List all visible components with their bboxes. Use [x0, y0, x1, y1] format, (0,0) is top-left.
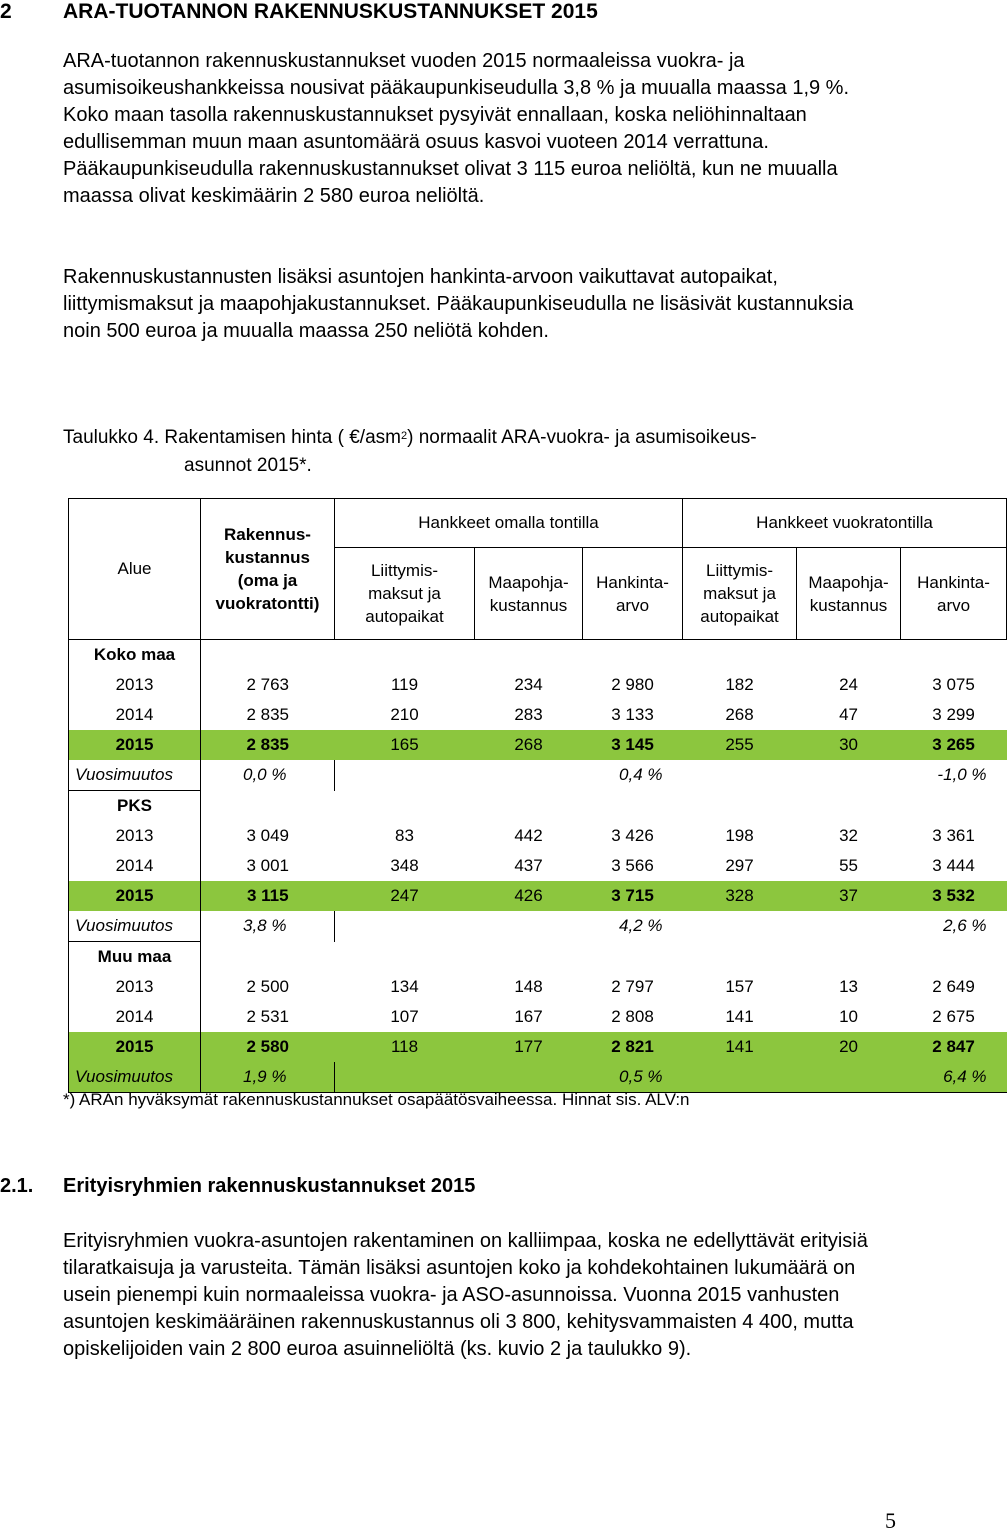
value-cell: 234: [514, 675, 543, 694]
value-cell: 2 649: [932, 977, 975, 996]
cost-table: [68, 498, 1007, 1093]
value-cell: 3 566: [611, 856, 654, 875]
value-cell: 24: [839, 675, 858, 694]
value-cell: 2 763: [246, 675, 290, 694]
table-row: [69, 851, 1007, 881]
value-cell: 348: [390, 856, 419, 875]
change-label: Vuosimuutos: [69, 760, 201, 791]
change-value: 2,6 %: [943, 916, 987, 936]
year-cell: 2013: [69, 972, 201, 1002]
value-cell: 2 797: [611, 977, 654, 996]
value-cell: 3 426: [611, 826, 654, 845]
change-value: 4,2 %: [619, 916, 663, 936]
region-name: Muu maa: [69, 942, 201, 973]
table-caption: Taulukko 4. Rakentamisen hinta ( €/asm$^2$) normaalit ARA-vuokra- ja asumisoikeus- asunnot 2015*.: [63, 427, 757, 476]
value-cell: 2 835: [246, 705, 290, 724]
change-value: 6,4 %: [901, 1062, 1007, 1093]
annual-change-row: [69, 911, 1007, 942]
value-cell: 2 847: [901, 1032, 1007, 1062]
table-row: [69, 821, 1007, 851]
value-cell: 2 675: [932, 1007, 975, 1026]
header-hankinta-1: Hankinta- arvo: [583, 548, 683, 640]
value-cell: 2 835: [201, 730, 335, 760]
value-cell: 3 075: [932, 675, 975, 694]
value-cell: 182: [725, 675, 754, 694]
value-cell: 426: [475, 881, 583, 911]
table-row: [69, 700, 1007, 730]
value-cell: 118: [335, 1032, 475, 1062]
value-cell: 134: [390, 977, 419, 996]
value-cell: 3 049: [246, 826, 290, 845]
heading-1-number: 2: [0, 0, 12, 23]
year-cell: 2014: [69, 1002, 201, 1032]
page-number: 5: [885, 1508, 896, 1533]
header-group-leased-plot: Hankkeet vuokratontilla: [683, 499, 1007, 548]
value-cell: 198: [725, 826, 754, 845]
value-cell: 3 133: [611, 705, 654, 724]
value-cell: 2 821: [583, 1032, 683, 1062]
region-row: [69, 640, 1007, 671]
year-cell: 2013: [69, 821, 201, 851]
region-name: Koko maa: [69, 640, 201, 671]
change-value: 1,9 %: [201, 1062, 335, 1093]
value-cell: 3 361: [932, 826, 975, 845]
value-cell: 255: [683, 730, 797, 760]
header-liittymismaksut-1: Liittymis- maksut ja autopaikat: [335, 548, 475, 640]
paragraph-1: ARA-tuotannon rakennuskustannukset vuoden 2015 normaaleissa vuokra- ja asumisoikeushankkeissa nousivat pääkaupunkiseudulla 3,8 % ja muualla maassa 1,9 %. Koko maan tasolla rakennuskustannukset pysyivät ennallaan, koska neliöhinnaltaan edullisemman muun maan asuntomäärä osuus kasvoi vuoteen 2014 verrattuna. Pääkaupunkiseudulla rakennuskustannukset olivat 3 115 euroa neliöltä, kun ne muualla maassa olivat keskimäärin 2 580 euroa neliöltä.: [63, 50, 850, 207]
year-cell: 2014: [69, 851, 201, 881]
footnote: *) ARAn hyväksymät rakennuskustannukset osapäätösvaiheessa. Hinnat sis. ALV:n: [63, 1090, 690, 1109]
header-maapohja-2: Maapohja- kustannus: [797, 548, 901, 640]
value-cell: 2 580: [201, 1032, 335, 1062]
value-cell: 442: [514, 826, 543, 845]
header-maapohja-1: Maapohja- kustannus: [475, 548, 583, 640]
table-row: [69, 670, 1007, 700]
value-cell: 20: [797, 1032, 901, 1062]
value-cell: 32: [839, 826, 858, 845]
year-cell: 2015: [69, 1032, 201, 1062]
value-cell: 13: [839, 977, 858, 996]
value-cell: 30: [797, 730, 901, 760]
region-row: [69, 791, 1007, 822]
value-cell: 437: [514, 856, 543, 875]
header-liittymismaksut-2: Liittymis- maksut ja autopaikat: [683, 548, 797, 640]
table-row: [69, 881, 1007, 911]
paragraph-3: Erityisryhmien vuokra-asuntojen rakentaminen on kalliimpaa, koska ne edellyttävät erityisiä tilaratkaisuja ja varusteita. Tämän lisäksi asuntojen koko ja kohdekohtainen lukumäärä on usein pienempi kuin normaaleissa vuokra- ja ASO-asunnoissa. Vuonna 2015 vanhusten asuntojen keskimääräinen rakennuskustannus oli 3 800, kehitysvammaisten 4 400, mutta opiskelijoiden vain 2 800 euroa asuinneliöltä (ks. kuvio 2 ja taulukko 9).: [63, 1230, 868, 1360]
value-cell: 83: [395, 826, 414, 845]
change-value: 3,8 %: [201, 911, 335, 942]
value-cell: 3 444: [932, 856, 975, 875]
value-cell: 141: [683, 1032, 797, 1062]
change-label: Vuosimuutos: [69, 911, 201, 942]
change-label: Vuosimuutos: [69, 1062, 201, 1093]
value-cell: 3 715: [583, 881, 683, 911]
value-cell: 2 531: [246, 1007, 290, 1026]
change-value: 0,0 %: [201, 760, 335, 791]
paragraph-2: Rakennuskustannusten lisäksi asuntojen hankinta-arvoon vaikuttavat autopaikat, liittymismaksut ja maapohjakustannukset. Pääkaupunkiseudulla ne lisäsivät kustannuksia noin 500 euroa ja muualla maassa 250 neliötä kohden.: [63, 266, 854, 342]
header-hankinta-2: Hankinta- arvo: [901, 548, 1007, 640]
value-cell: 167: [514, 1007, 543, 1026]
year-cell: 2014: [69, 700, 201, 730]
value-cell: 3 001: [246, 856, 290, 875]
heading-2-number: 2.1.: [0, 1175, 34, 1197]
change-value: -1,0 %: [937, 765, 987, 785]
table-row: [69, 972, 1007, 1002]
value-cell: 3 145: [583, 730, 683, 760]
value-cell: 157: [725, 977, 754, 996]
value-cell: 268: [475, 730, 583, 760]
header-rakennuskustannus: Rakennus- kustannus (oma ja vuokratontti): [201, 499, 335, 640]
value-cell: 2 808: [611, 1007, 654, 1026]
year-cell: 2015: [69, 730, 201, 760]
table-row: [69, 730, 1007, 760]
value-cell: 210: [390, 705, 419, 724]
value-cell: 328: [683, 881, 797, 911]
value-cell: 2 500: [246, 977, 290, 996]
value-cell: 148: [514, 977, 543, 996]
value-cell: 247: [335, 881, 475, 911]
change-value: 0,4 %: [619, 765, 663, 785]
value-cell: 2 980: [611, 675, 654, 694]
value-cell: 165: [335, 730, 475, 760]
value-cell: 297: [725, 856, 754, 875]
value-cell: 3 532: [901, 881, 1007, 911]
heading-2-title: Erityisryhmien rakennuskustannukset 2015: [63, 1175, 476, 1197]
table-row: [69, 1032, 1007, 1062]
value-cell: 268: [725, 705, 754, 724]
value-cell: 119: [390, 675, 419, 694]
header-alue: Alue: [69, 499, 201, 640]
value-cell: 283: [514, 705, 543, 724]
value-cell: 47: [839, 705, 858, 724]
table-row: [69, 1002, 1007, 1032]
header-group-own-plot: Hankkeet omalla tontilla: [335, 499, 683, 548]
change-value: 0,5 %: [583, 1062, 683, 1093]
region-name: PKS: [69, 791, 201, 822]
table-body: [69, 640, 1007, 1093]
annual-change-row: [69, 1062, 1007, 1093]
value-cell: 3 115: [201, 881, 335, 911]
value-cell: 10: [839, 1007, 858, 1026]
value-cell: 55: [839, 856, 858, 875]
heading-1-title: ARA-TUOTANNON RAKENNUSKUSTANNUKSET 2015: [63, 0, 598, 23]
value-cell: 3 299: [932, 705, 975, 724]
value-cell: 3 265: [901, 730, 1007, 760]
value-cell: 107: [390, 1007, 419, 1026]
annual-change-row: [69, 760, 1007, 791]
year-cell: 2015: [69, 881, 201, 911]
value-cell: 141: [725, 1007, 754, 1026]
euro-icon: €: [349, 427, 360, 448]
value-cell: 37: [797, 881, 901, 911]
region-row: [69, 942, 1007, 973]
year-cell: 2013: [69, 670, 201, 700]
value-cell: 177: [475, 1032, 583, 1062]
